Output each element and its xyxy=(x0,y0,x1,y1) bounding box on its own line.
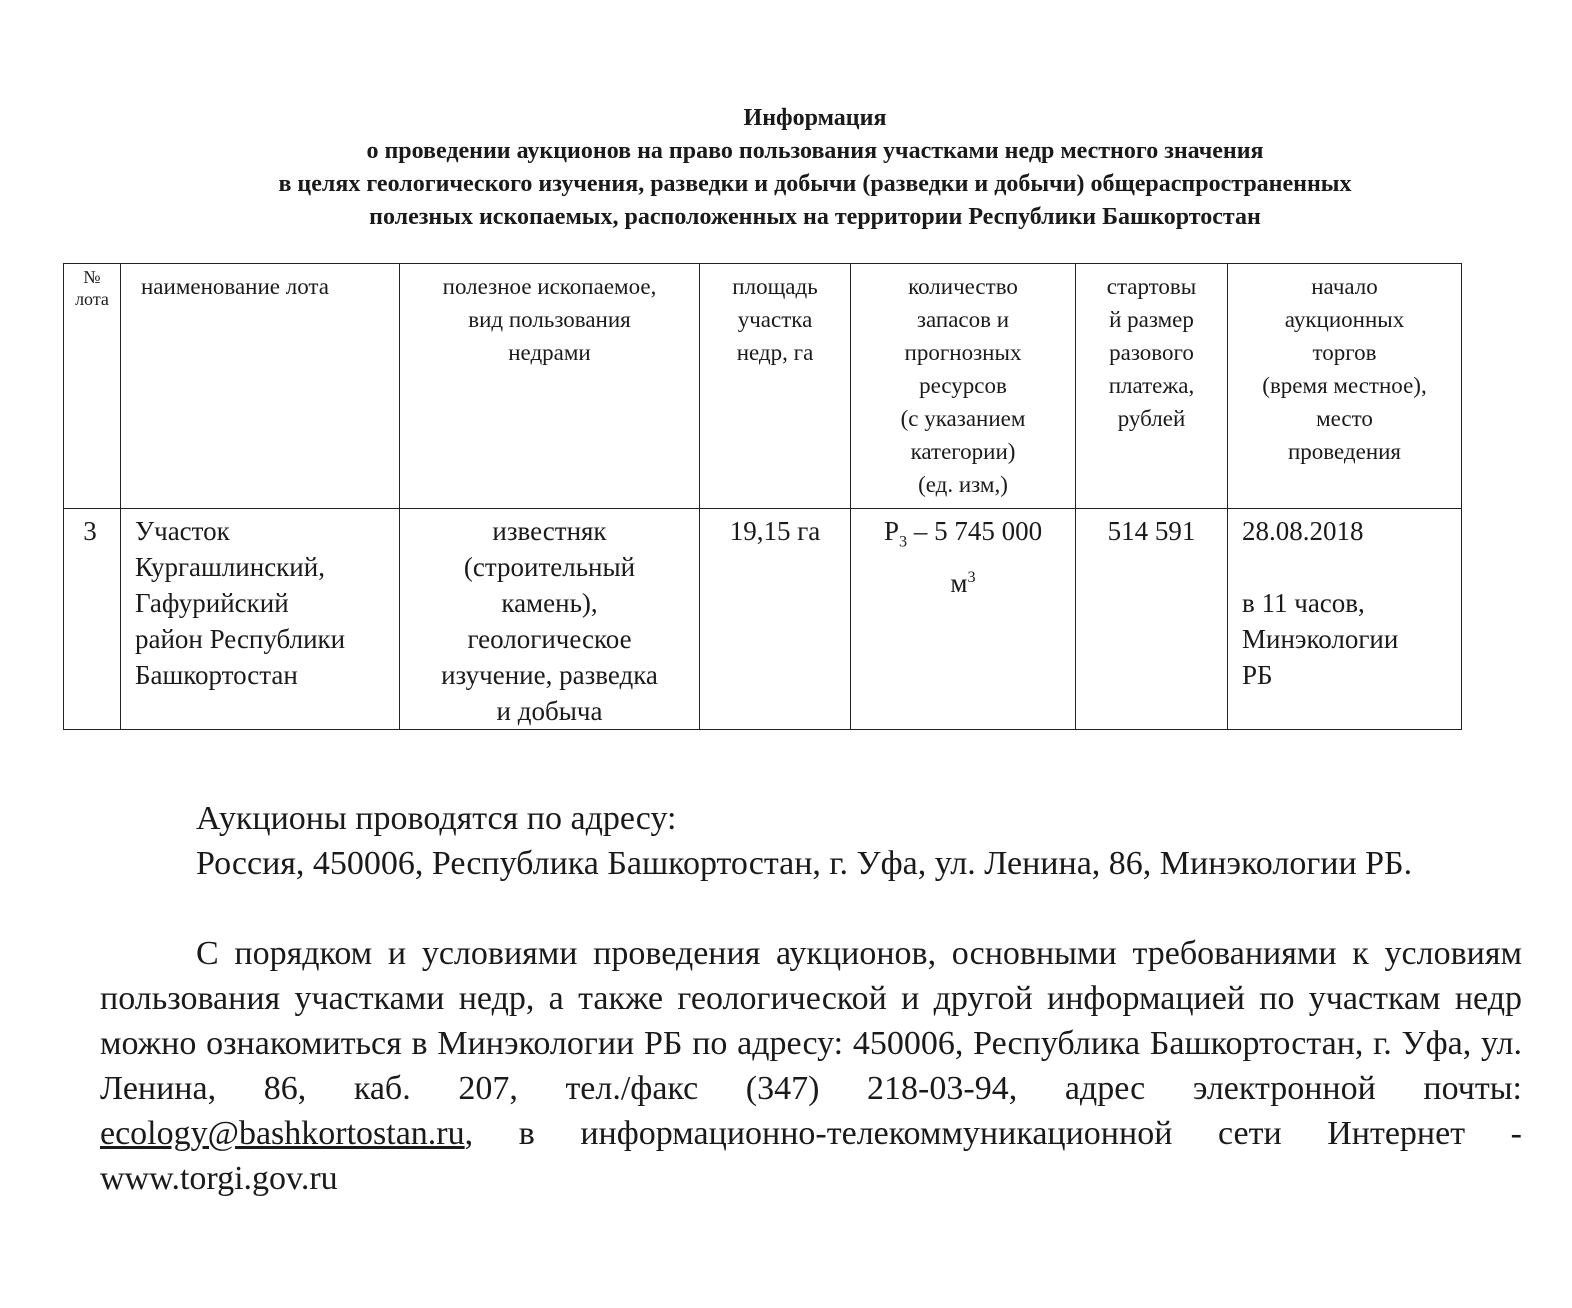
auction-date: 28.08.2018 xyxy=(1242,516,1364,546)
reserves-value: – 5 745 000 xyxy=(907,516,1043,546)
header-reserves: количество запасов и прогнозных ресурсов (с указанием категории) (ед. изм,) xyxy=(851,264,1076,509)
cell-lot-number: 3 xyxy=(64,509,121,730)
header-mineral: полезное ископаемое, вид пользования недрами xyxy=(400,264,700,509)
cell-mineral: известняк (строительный камень), геологическое изучение, разведка и добыча xyxy=(400,509,700,730)
cell-payment: 514 591 xyxy=(1076,509,1228,730)
table-row xyxy=(64,509,1462,730)
reserves-unit: м xyxy=(950,568,968,599)
header-auction-start: начало аукционных торгов (время местное), место проведения xyxy=(1228,264,1462,509)
address-paragraph: Россия, 450006, Республика Башкортостан, г. Уфа, ул. Ленина, 86, Минэкологии РБ. xyxy=(196,845,1413,882)
cell-area: 19,15 га xyxy=(700,509,851,730)
title-line-3: в целях геологического изучения, разведки и добычи (разведки и добычи) общераспространенных xyxy=(278,171,1352,197)
title-line-4: полезных ископаемых, расположенных на территории Республики Башкортостан xyxy=(369,204,1261,230)
document-title xyxy=(150,102,1480,234)
title-line-2: о проведении аукционов на право пользования участками недр местного значения xyxy=(366,138,1264,164)
header-payment: стартовы й размер разового платежа, рублей xyxy=(1076,264,1228,509)
lots-table xyxy=(63,263,1462,730)
header-lot-number: № лота xyxy=(64,264,121,509)
address-intro: Аукционы проводятся по адресу: xyxy=(196,800,677,837)
header-lot-name: наименование лота xyxy=(121,264,400,509)
email-link[interactable]: ecology@bashkortostan.ru xyxy=(100,1115,465,1152)
cell-reserves: $P_3 - 5$ 745 000 $м^3$ xyxy=(851,509,1076,730)
cell-auction-start: 28.08.2018 в 11 часов, Минэкологии РБ xyxy=(1228,509,1462,730)
table-header-row xyxy=(64,264,1462,509)
header-area: площадь участка недр, га xyxy=(700,264,851,509)
cell-lot-name: Участок Кургашлинский, Гафурийский район Республики Башкортостан xyxy=(121,509,400,730)
title-line-1: Информация xyxy=(743,105,887,131)
reserves-category: P xyxy=(883,516,899,546)
info-paragraph: С порядком и условиями проведения аукционов, основными требованиями к условиям пользования участками недр, а также геологической и другой информацией по участкам недр можно ознакомиться в Минэкологии РБ по адресу: 450006, Республика Башкортостан, г. Уфа, ул. Ленина, 86, каб. 207, тел./факс (347) 218-03-94, адрес электронной почты: ecology@bashkortostan.ru, в информационно-телекоммуникационной сети Интернет - www.torgi.gov.ru xyxy=(100,935,1522,1197)
